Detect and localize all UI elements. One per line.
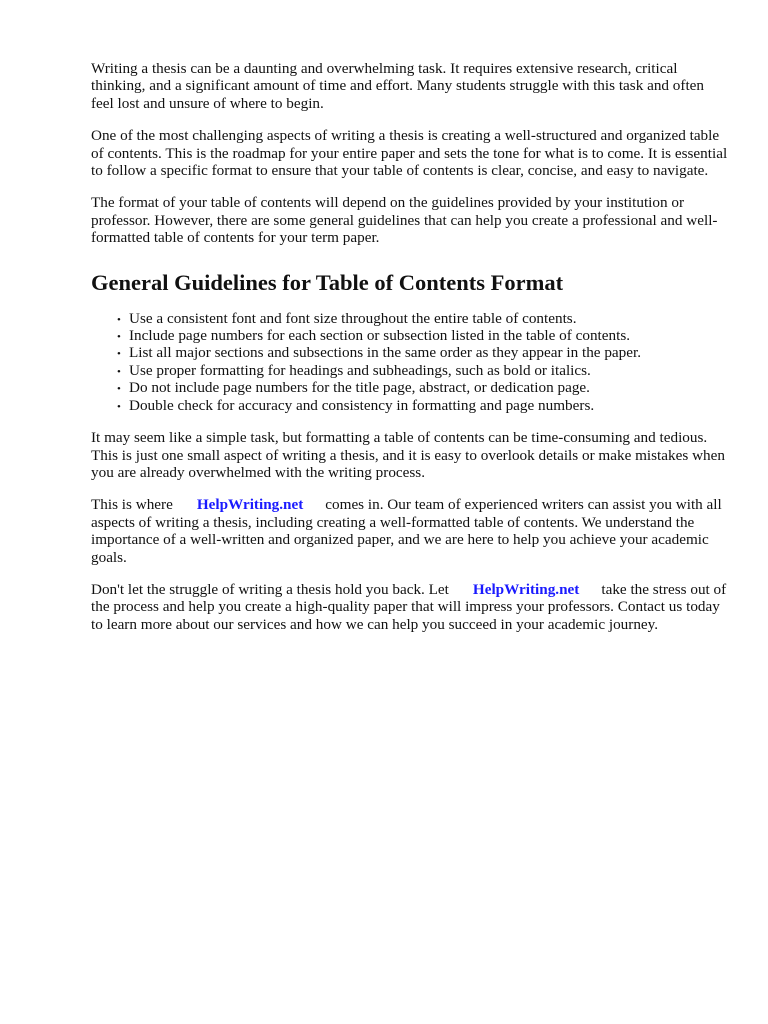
intro-paragraph: Writing a thesis can be a daunting and overwhelming task. It requires extensive research, critical thinking, and a significant amount of time and effort. Many students struggle with this task and often feel lost and unsure of where to begin.: [91, 60, 705, 112]
list-item: • Include page numbers for each section or subsection listed in the table of contents.: [117, 327, 728, 344]
time-consuming-paragraph: It may seem like a simple task, but formatting a table of contents can be time-consuming and tedious. This is just one small aspect of writing a thesis, and it is easy to overlook details or make mistakes when you are already overwhelmed with the writing process.: [91, 429, 725, 481]
bullet-icon: •: [117, 331, 121, 344]
list-item: • Do not include page numbers for the title page, abstract, or dedication page.: [117, 379, 728, 396]
helpwriting-link[interactable]: HelpWriting.net: [196, 496, 304, 514]
list-item: • Double check for accuracy and consistency in formatting and page numbers.: [117, 397, 728, 414]
guidelines-list: [91, 310, 728, 414]
helpwriting-link[interactable]: HelpWriting.net: [472, 580, 580, 598]
bullet-icon: •: [117, 348, 121, 361]
list-item: • Use proper formatting for headings and subheadings, such as bold or italics.: [117, 362, 728, 379]
bullet-icon: •: [117, 365, 121, 378]
list-item: • Use a consistent font and font size throughout the entire table of contents.: [117, 310, 728, 327]
promo-paragraph: This is where HelpWriting.net comes in. Our team of experienced writers can assist you with all aspects of writing a thesis, including creating a well-formatted table of contents. We understand the importance of a well-written and organized paper, and we are here to help you achieve your academic goals.: [91, 496, 722, 566]
closing-paragraph: Don't let the struggle of writing a thesis hold you back. Let HelpWriting.net take the stress out of the process and help you create a high-quality paper that will impress your professors. Contact us today to learn more about our services and how we can help you succeed in your academic journey.: [91, 580, 727, 633]
toc-importance-paragraph: One of the most challenging aspects of writing a thesis is creating a well-structured and organized table of contents. This is the roadmap for your entire paper and sets the tone for what is to come. It is essential to follow a specific format to ensure that your table of contents is clear, concise, and easy to navigate.: [91, 127, 728, 180]
bullet-icon: •: [117, 313, 121, 326]
bullet-icon: •: [117, 400, 121, 413]
section-heading: General Guidelines for Table of Contents Format: [91, 269, 564, 295]
list-item: • List all major sections and subsections in the same order as they appear in the paper.: [117, 344, 728, 361]
format-guidelines-paragraph: The format of your table of contents will depend on the guidelines provided by your institution or professor. However, there are some general guidelines that can help you create a professional and well-formatted table of contents for your term paper.: [91, 194, 718, 247]
bullet-icon: •: [117, 383, 121, 396]
